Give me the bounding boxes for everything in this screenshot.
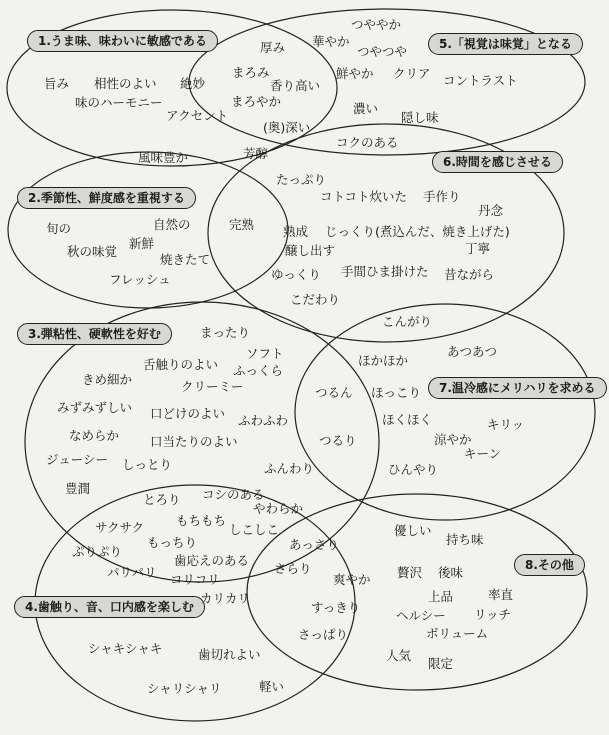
word: ひんやり (388, 462, 439, 477)
word: 口当たりのよい (150, 434, 238, 449)
word: 厚み (260, 40, 286, 55)
word: まろやか (231, 94, 282, 109)
word: 人気 (386, 648, 412, 663)
word: みずみずしい (57, 400, 133, 415)
word: サクサク (95, 520, 145, 535)
word: こんがり (382, 314, 433, 329)
word: こだわり (290, 292, 341, 307)
word: ふわふわ (238, 413, 289, 428)
word: クリア (393, 66, 431, 81)
word: 丹念 (478, 203, 504, 218)
word: きめ細か (82, 372, 133, 387)
word: ボリューム (426, 626, 489, 641)
word: 贅沢 (397, 565, 423, 580)
word: コントラスト (443, 73, 518, 88)
word: クリーミー (181, 379, 244, 394)
category-label-4: 4.歯触り、音、口内感を楽しむ (14, 596, 205, 618)
word: つややか (351, 17, 402, 32)
word: すっきり (311, 600, 361, 615)
word: ふんわり (264, 461, 315, 476)
word: ソフト (246, 346, 284, 361)
category-label-5: 5.「視覚は味覚」となる (428, 33, 583, 55)
category-label-6: 6.時間を感じさせる (432, 151, 563, 173)
category-label-8: 8.その他 (514, 554, 585, 576)
word: 自然の (153, 217, 191, 232)
word: アクセント (166, 108, 229, 123)
word: 風味豊か (138, 150, 189, 165)
word: キリッ (487, 417, 525, 432)
word: つるん (315, 385, 353, 400)
word: 旨み (44, 76, 70, 91)
word: 優しい (394, 523, 432, 538)
word: さらり (274, 561, 312, 576)
word: コクのある (336, 135, 399, 150)
word: 舌触りのよい (143, 357, 219, 372)
word: 新鮮 (129, 236, 155, 251)
word: じっくり(煮込んだ、焼き上げた) (325, 224, 510, 239)
word: 旬の (46, 221, 72, 236)
word: ほくほく (382, 412, 433, 427)
word: 丁寧 (465, 241, 491, 256)
word: 限定 (428, 656, 454, 671)
word: さっぱり (298, 627, 349, 642)
word: 昔ながら (444, 267, 495, 282)
category-label-7: 7.温冷感にメリハリを求める (428, 377, 607, 399)
word: 香り高い (270, 78, 321, 93)
word: (奥)深い (263, 120, 311, 135)
word: コシのある (202, 487, 265, 502)
word: 涼やか (434, 432, 472, 447)
word: 濃い (353, 101, 379, 116)
word: 口どけのよい (150, 406, 226, 421)
category-label-1: 1.うま味、味わいに敏感である (27, 30, 218, 52)
word: コリコリ (170, 572, 220, 587)
word: つやつや (357, 44, 408, 59)
word: キーン (464, 446, 502, 461)
word: とろり (143, 492, 181, 507)
word: あっさり (289, 537, 339, 552)
word: パリパリ (107, 565, 157, 580)
word: もちもち (176, 513, 227, 528)
word: ヘルシー (396, 608, 446, 623)
word: 醸し出す (285, 243, 336, 258)
word: ジューシー (46, 452, 109, 467)
word: 手作り (423, 189, 461, 204)
word: 華やか (312, 34, 350, 49)
word: つるり (319, 433, 357, 448)
category-label-3: 3.弾粘性、硬軟性を好む (17, 323, 172, 345)
word: ほかほか (358, 353, 409, 368)
word: ふっくら (233, 363, 284, 378)
word: 上品 (428, 589, 454, 604)
word: まったり (200, 325, 251, 340)
word: ぷりぷり (72, 544, 123, 559)
word: 熟成 (283, 224, 309, 239)
word: 完熟 (229, 217, 255, 232)
word: なめらか (69, 428, 120, 443)
word: 隠し味 (401, 110, 439, 125)
word: 後味 (438, 565, 464, 580)
word: 手間ひま掛けた (341, 264, 429, 279)
word: 秋の味覚 (67, 244, 118, 259)
word: シャリシャリ (147, 681, 222, 696)
word: しっとり (122, 457, 173, 472)
word: 芳醇 (243, 146, 269, 161)
category-label-2: 2.季節性、鮮度感を重視する (17, 187, 196, 209)
word: 焼きたて (160, 252, 211, 267)
word: たっぷり (276, 172, 327, 187)
word: 味のハーモニー (75, 95, 163, 110)
word: 絶妙 (180, 76, 206, 91)
word: 率直 (488, 587, 514, 602)
word: シャキシャキ (88, 641, 163, 656)
word: ほっこり (371, 385, 422, 400)
word: 相性のよい (94, 76, 157, 91)
word: あつあつ (447, 344, 498, 359)
word: 軽い (259, 679, 285, 694)
word: コトコト炊いた (320, 189, 408, 204)
word: 歯応えのある (174, 553, 250, 568)
word: フレッシュ (109, 272, 171, 287)
word: 鮮やか (336, 66, 374, 81)
word: リッチ (474, 607, 512, 622)
word: 爽やか (333, 572, 371, 587)
word: 歯切れよい (198, 647, 261, 662)
word: 持ち味 (446, 532, 484, 547)
word: しこしこ (229, 522, 280, 537)
word: ゆっくり (271, 267, 321, 282)
word: カリカリ (200, 591, 250, 606)
word: もっちり (147, 535, 198, 550)
word: やわらか (253, 501, 304, 516)
word: 豊潤 (65, 481, 91, 496)
word: まろみ (232, 65, 270, 80)
